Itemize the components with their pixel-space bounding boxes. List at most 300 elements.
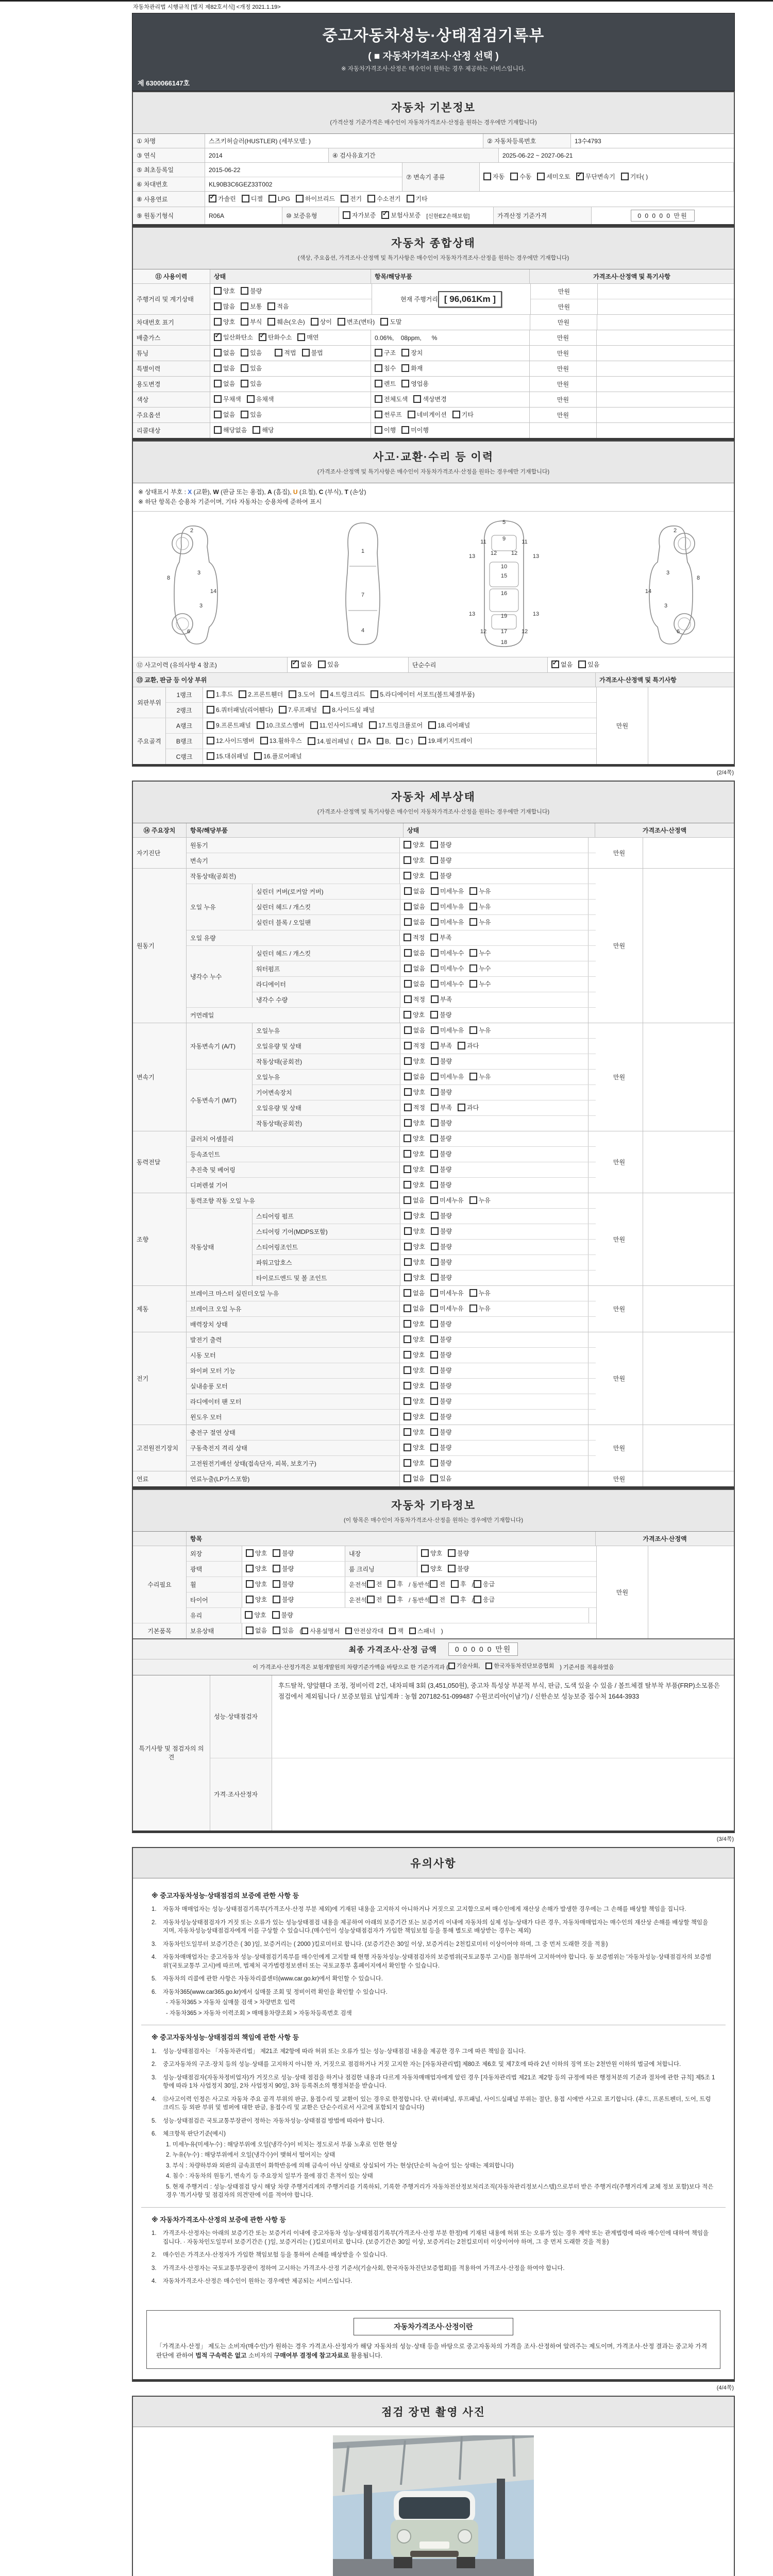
checkbox[interactable]: [404, 1073, 412, 1080]
checkbox[interactable]: [431, 1042, 439, 1049]
detail-row: [187, 1301, 596, 1317]
checkbox[interactable]: [389, 1628, 396, 1634]
checkbox[interactable]: [474, 1580, 481, 1588]
checkbox[interactable]: [401, 349, 409, 357]
checkbox-option: 한국자동차진단보증협회: [485, 1662, 554, 1670]
checkbox[interactable]: [431, 1119, 439, 1127]
checkbox[interactable]: [430, 1596, 438, 1603]
checkbox[interactable]: [207, 706, 214, 714]
detail-row: [253, 1100, 596, 1116]
rank-items: [203, 703, 596, 718]
checkbox[interactable]: [273, 1626, 280, 1634]
svg-text:6: 6: [676, 629, 680, 635]
checkbox[interactable]: [510, 173, 518, 180]
checkbox[interactable]: [431, 1227, 439, 1235]
checkbox[interactable]: [241, 302, 248, 310]
checkbox[interactable]: [214, 380, 222, 387]
checkbox[interactable]: [469, 918, 477, 926]
checkbox-option: 부족: [431, 995, 452, 1004]
checkbox-option: 양호: [404, 1397, 425, 1405]
checkbox[interactable]: [214, 333, 222, 341]
item-label: 광택: [187, 1562, 242, 1577]
checkbox[interactable]: [430, 841, 438, 849]
checkbox[interactable]: [377, 738, 383, 744]
checkbox[interactable]: [621, 173, 629, 180]
checkbox[interactable]: [404, 964, 412, 972]
checkbox[interactable]: [431, 1026, 439, 1034]
pricing-info-box: [146, 2310, 720, 2369]
checkbox-option: 1.후드: [207, 690, 233, 699]
checkbox[interactable]: [241, 349, 248, 357]
checkbox-option: 매연: [297, 333, 318, 342]
part-label: 연료누출(LP가스포함): [187, 1471, 400, 1486]
checkbox[interactable]: [375, 349, 382, 357]
checkbox[interactable]: [430, 1351, 438, 1359]
checkbox[interactable]: [214, 318, 222, 326]
checkbox[interactable]: [404, 1366, 411, 1374]
checkbox[interactable]: [469, 1289, 477, 1297]
checkbox-option: 미세누유: [430, 1289, 463, 1297]
checkbox[interactable]: [404, 1088, 412, 1096]
checkbox[interactable]: [375, 411, 382, 418]
checkbox[interactable]: [273, 1580, 280, 1588]
checkbox[interactable]: [214, 395, 222, 403]
checkbox[interactable]: [359, 738, 365, 744]
checkbox[interactable]: [469, 980, 477, 988]
svg-text:9: 9: [502, 536, 506, 542]
checkbox[interactable]: [431, 1274, 439, 1281]
section-basic-info: [132, 91, 735, 227]
checkbox[interactable]: [404, 1104, 412, 1111]
checkbox[interactable]: [404, 1351, 411, 1359]
checkbox[interactable]: [321, 690, 328, 698]
checkbox[interactable]: [267, 302, 275, 310]
part-state: [400, 1270, 589, 1285]
checkbox-option: 없음: [404, 1289, 425, 1297]
checkbox[interactable]: [428, 721, 436, 729]
checkbox[interactable]: [430, 1335, 438, 1343]
checkbox-group: [483, 172, 653, 182]
checkbox[interactable]: [430, 1428, 438, 1436]
checkbox[interactable]: [369, 721, 377, 729]
checkbox[interactable]: [431, 1258, 439, 1266]
checkbox[interactable]: [323, 706, 330, 714]
checkbox[interactable]: [241, 287, 248, 295]
checkbox-option: 불량: [430, 1381, 451, 1390]
checkbox[interactable]: [291, 660, 299, 668]
checkbox[interactable]: [458, 1104, 465, 1111]
checkbox[interactable]: [551, 660, 559, 668]
row-state: [210, 408, 371, 422]
checkbox-group: [421, 1549, 475, 1558]
checkbox[interactable]: [430, 1196, 438, 1204]
checkbox[interactable]: [469, 1026, 477, 1034]
checkbox[interactable]: [375, 395, 382, 403]
checkbox[interactable]: [452, 411, 460, 418]
checkbox[interactable]: [430, 1397, 438, 1405]
checkbox-group: [474, 1580, 500, 1589]
checkbox[interactable]: [430, 1413, 438, 1420]
checkbox[interactable]: [268, 195, 276, 202]
checkbox-option: ✓ 가솔린: [209, 194, 236, 203]
checkbox[interactable]: [246, 1580, 254, 1588]
checkbox[interactable]: [407, 195, 414, 202]
checkbox[interactable]: [273, 1565, 280, 1572]
checkbox[interactable]: [404, 1320, 411, 1328]
svg-text:19: 19: [500, 613, 508, 619]
checkbox[interactable]: [246, 1565, 254, 1572]
checkbox[interactable]: [272, 1611, 280, 1619]
checkbox-option: 양호: [404, 1258, 425, 1266]
checkbox[interactable]: [431, 1088, 439, 1096]
checkbox[interactable]: [273, 1549, 280, 1557]
part-state: [400, 1394, 589, 1409]
checkbox[interactable]: [404, 1274, 412, 1281]
checkbox[interactable]: [273, 1596, 280, 1603]
checkbox[interactable]: [404, 887, 412, 895]
remark-cell: [597, 315, 734, 330]
checkbox[interactable]: [257, 721, 264, 729]
checkbox[interactable]: [345, 1628, 352, 1634]
checkbox-option: 디젤: [242, 194, 263, 203]
checkbox[interactable]: [241, 364, 248, 372]
checkbox[interactable]: [245, 1611, 253, 1619]
checkbox[interactable]: [404, 918, 412, 926]
checkbox[interactable]: [381, 211, 389, 219]
item-state-2: [417, 1546, 596, 1561]
checkbox[interactable]: [448, 1549, 456, 1557]
checkbox[interactable]: [296, 195, 304, 202]
checkbox[interactable]: [430, 1475, 438, 1482]
checkbox-option: 양호: [404, 1443, 425, 1452]
checkbox[interactable]: [207, 752, 214, 760]
detail-row: [253, 1255, 596, 1270]
checkbox[interactable]: [431, 1073, 439, 1080]
checkbox[interactable]: [338, 318, 345, 326]
checkbox[interactable]: [246, 1626, 254, 1634]
checkbox[interactable]: [430, 856, 438, 864]
checkbox[interactable]: [430, 1150, 438, 1158]
checkbox[interactable]: [458, 1042, 465, 1049]
checkbox[interactable]: [318, 660, 326, 668]
checkbox[interactable]: [241, 318, 248, 326]
checkbox[interactable]: [371, 690, 378, 698]
row-label: 용도변경: [133, 377, 210, 392]
checkbox[interactable]: [404, 903, 412, 910]
svg-text:16: 16: [500, 590, 508, 597]
checkbox[interactable]: [430, 1320, 438, 1328]
checkbox[interactable]: [404, 1212, 412, 1219]
checkbox[interactable]: [430, 1304, 438, 1312]
device-group: [133, 1332, 734, 1425]
remark-cell: [643, 1286, 734, 1332]
checkbox[interactable]: [404, 1444, 411, 1451]
row-item: [371, 408, 530, 422]
checkbox-option: 양호: [404, 871, 425, 880]
checkbox[interactable]: [469, 903, 477, 910]
checkbox[interactable]: [418, 737, 426, 744]
checkbox[interactable]: [430, 1382, 438, 1389]
checkbox[interactable]: [343, 211, 350, 219]
checkbox-option: 네비게이션: [408, 410, 447, 419]
detail-row: [253, 1054, 596, 1069]
checkbox-option: 장치: [401, 348, 423, 357]
checkbox[interactable]: [404, 1428, 411, 1436]
checkbox[interactable]: [375, 380, 382, 387]
checkbox[interactable]: [367, 1580, 375, 1588]
checkbox[interactable]: [241, 380, 248, 387]
checkbox[interactable]: [413, 395, 421, 403]
checkbox[interactable]: [404, 1026, 412, 1034]
checkbox[interactable]: [246, 1549, 254, 1557]
remark-cell: [643, 838, 734, 868]
checkbox[interactable]: [375, 426, 382, 434]
rank-label: B랭크: [166, 734, 203, 749]
checkbox[interactable]: [209, 195, 216, 202]
checkbox[interactable]: [396, 738, 403, 744]
checkbox[interactable]: [474, 1596, 481, 1603]
part-state: [400, 1332, 589, 1347]
first-reg-label: ⑤ 최초등록일: [133, 163, 205, 177]
row-label: 색상: [133, 392, 210, 407]
checkbox[interactable]: [404, 856, 411, 864]
checkbox[interactable]: [404, 1011, 411, 1019]
checkbox[interactable]: [367, 1596, 375, 1603]
checkbox-option: 17.트렁크플로어: [369, 721, 423, 730]
checkbox[interactable]: [246, 1596, 254, 1603]
checkbox[interactable]: [409, 1628, 416, 1634]
checkbox[interactable]: [404, 980, 412, 988]
checkbox[interactable]: [448, 1565, 456, 1572]
checkbox[interactable]: [469, 1196, 477, 1204]
checkbox[interactable]: [469, 887, 477, 895]
checkbox[interactable]: [431, 995, 439, 1003]
checkbox[interactable]: [254, 752, 262, 760]
checkbox[interactable]: [404, 1258, 412, 1266]
checkbox[interactable]: [537, 173, 545, 180]
car-view-side-right: [583, 517, 707, 650]
checkbox[interactable]: [404, 1227, 412, 1235]
checkbox[interactable]: [279, 706, 287, 714]
part-label: 발전기 출력: [187, 1332, 400, 1347]
svg-text:14: 14: [645, 588, 652, 595]
price-cell: 만원: [596, 1131, 643, 1193]
checkbox[interactable]: [431, 1104, 439, 1111]
checkbox[interactable]: [267, 318, 275, 326]
checkbox[interactable]: [483, 173, 491, 180]
checkbox[interactable]: [253, 426, 260, 434]
notice-item: 5. 성능·상태점검은 국토교통부장관이 정하는 자동차성능·상태점검 방법에 따라야 합니다.: [152, 2117, 384, 2124]
checkbox[interactable]: [401, 364, 409, 372]
item-state-2: [417, 1562, 596, 1577]
checkbox[interactable]: [430, 1444, 438, 1451]
checkbox[interactable]: [207, 721, 214, 729]
checkbox[interactable]: [421, 1549, 429, 1557]
checkbox[interactable]: [404, 1057, 412, 1065]
checkbox[interactable]: [430, 1165, 438, 1173]
checkbox[interactable]: [421, 1565, 429, 1572]
checkbox[interactable]: [380, 318, 388, 326]
checkbox-group: [246, 1626, 299, 1636]
checkbox[interactable]: [297, 333, 305, 341]
checkbox[interactable]: [430, 1459, 438, 1467]
checkbox-option: 부족: [431, 1103, 452, 1112]
checkbox[interactable]: [430, 1181, 438, 1189]
checkbox[interactable]: [431, 949, 439, 957]
checkbox-option: 3.도어: [289, 690, 315, 699]
checkbox[interactable]: [404, 1134, 411, 1142]
part-state: [400, 1224, 589, 1239]
checkbox[interactable]: [431, 1057, 439, 1065]
checkbox[interactable]: [404, 995, 412, 1003]
checkbox-option: 미세누유: [431, 1072, 464, 1081]
checkbox-option: 응급: [474, 1595, 495, 1604]
base-price-value: [592, 207, 734, 224]
checkbox[interactable]: [302, 349, 310, 357]
first-reg-value: 2015-06-22: [209, 166, 241, 174]
col-item: 항목: [187, 1532, 596, 1546]
checkbox[interactable]: [241, 411, 248, 418]
checkbox[interactable]: [408, 411, 415, 418]
checkbox[interactable]: [451, 1596, 459, 1603]
checkbox[interactable]: [404, 1289, 411, 1297]
checkbox[interactable]: [404, 949, 412, 957]
checkbox[interactable]: [430, 1580, 438, 1588]
checkbox[interactable]: [247, 395, 255, 403]
item-label: 타이어: [187, 1592, 242, 1607]
checkbox[interactable]: [431, 964, 439, 972]
checkbox[interactable]: [207, 690, 214, 698]
checkbox[interactable]: [430, 1289, 438, 1297]
part-state: [400, 884, 589, 899]
checkbox[interactable]: [431, 903, 439, 910]
checkbox[interactable]: [404, 1397, 411, 1405]
checkbox[interactable]: [469, 949, 477, 957]
checkbox[interactable]: [431, 1212, 439, 1219]
checkbox[interactable]: [260, 737, 268, 744]
remark-cell: [598, 284, 734, 299]
checkbox[interactable]: [404, 1382, 411, 1389]
checkbox[interactable]: [469, 1073, 477, 1080]
checkbox-group: [260, 736, 308, 746]
checkbox[interactable]: [430, 1134, 438, 1142]
checkbox[interactable]: [485, 1663, 492, 1669]
detail-header: [133, 782, 734, 823]
checkbox[interactable]: [214, 411, 222, 418]
checkbox-option: 불량: [430, 840, 451, 849]
checkbox[interactable]: [404, 1475, 411, 1482]
checkbox[interactable]: [214, 287, 222, 295]
checkbox[interactable]: [341, 195, 348, 202]
checkbox[interactable]: [375, 364, 382, 372]
detail-row: [253, 1209, 596, 1224]
checkbox-group: [214, 317, 408, 327]
part-label: 스티어링조인트: [253, 1240, 400, 1255]
checkbox[interactable]: [404, 872, 411, 879]
part-state: [400, 992, 589, 1007]
checkbox[interactable]: [431, 1243, 439, 1250]
checkbox[interactable]: [239, 690, 246, 698]
checkbox[interactable]: [388, 1580, 395, 1588]
checkbox[interactable]: [430, 872, 438, 879]
checkbox[interactable]: [404, 1459, 411, 1467]
checkbox[interactable]: [431, 980, 439, 988]
checkbox-option: 15.대쉬패널: [207, 752, 248, 760]
checkbox[interactable]: [259, 333, 266, 341]
checkbox[interactable]: [388, 1596, 395, 1603]
checkbox[interactable]: [275, 349, 282, 357]
col-part: 항목/해당부품: [187, 823, 404, 837]
checkbox[interactable]: [451, 1580, 459, 1588]
svg-text:17: 17: [500, 629, 508, 635]
checkbox[interactable]: [404, 1335, 411, 1343]
part-state: [400, 1440, 589, 1455]
checkbox[interactable]: [404, 1150, 411, 1158]
checkbox[interactable]: [576, 173, 584, 180]
checkbox[interactable]: [289, 690, 296, 698]
checkbox[interactable]: [401, 380, 409, 387]
checkbox[interactable]: [578, 660, 586, 668]
checkbox[interactable]: [301, 1628, 308, 1634]
device-group-label: 조향: [133, 1193, 187, 1285]
checkbox[interactable]: [311, 318, 318, 326]
checkbox[interactable]: [242, 195, 249, 202]
overall-row: [133, 423, 734, 438]
checkbox[interactable]: [430, 1011, 438, 1019]
page-marker-2: (2/4쪽): [716, 770, 734, 776]
checkbox[interactable]: [404, 1119, 412, 1127]
checkbox[interactable]: [430, 1366, 438, 1374]
checkbox[interactable]: [431, 918, 439, 926]
device-group: [133, 1471, 734, 1486]
checkbox[interactable]: [404, 1243, 412, 1250]
checkbox[interactable]: [448, 1663, 455, 1669]
valid-period-label: ④ 검사유효기간: [329, 148, 499, 162]
checkbox[interactable]: [310, 721, 318, 729]
checkbox[interactable]: [214, 349, 222, 357]
checkbox[interactable]: [431, 887, 439, 895]
checkbox[interactable]: [214, 364, 222, 372]
checkbox[interactable]: [367, 195, 375, 202]
checkbox[interactable]: [469, 1304, 477, 1312]
checkbox[interactable]: [404, 1304, 411, 1312]
warranty-label: ⑩ 보증유형: [282, 207, 339, 224]
checkbox-option: 미세누유: [430, 1304, 463, 1313]
checkbox[interactable]: [404, 1042, 412, 1049]
checkbox[interactable]: [214, 426, 222, 434]
checkbox[interactable]: [404, 1413, 411, 1420]
checkbox-group: [404, 1289, 496, 1298]
checkbox[interactable]: [404, 1181, 411, 1189]
checkbox[interactable]: [401, 426, 409, 434]
checkbox[interactable]: [469, 964, 477, 972]
price-cell: 만원: [530, 330, 597, 345]
page-marker-3: (3/4쪽): [716, 1836, 734, 1842]
checkbox-group: [257, 721, 310, 731]
checkbox[interactable]: [404, 934, 411, 941]
part-state: [400, 1286, 589, 1301]
checkbox[interactable]: [214, 302, 222, 310]
checkbox[interactable]: [404, 1196, 411, 1204]
checkbox[interactable]: [404, 1165, 411, 1173]
checkbox[interactable]: [430, 934, 438, 941]
checkbox-group: [404, 1118, 458, 1128]
document-number: 제 6300066147호: [138, 79, 190, 87]
checkbox[interactable]: [404, 841, 411, 849]
checkbox-option: 누유: [469, 902, 491, 911]
checkbox[interactable]: [308, 737, 315, 745]
checkbox[interactable]: [207, 737, 214, 744]
